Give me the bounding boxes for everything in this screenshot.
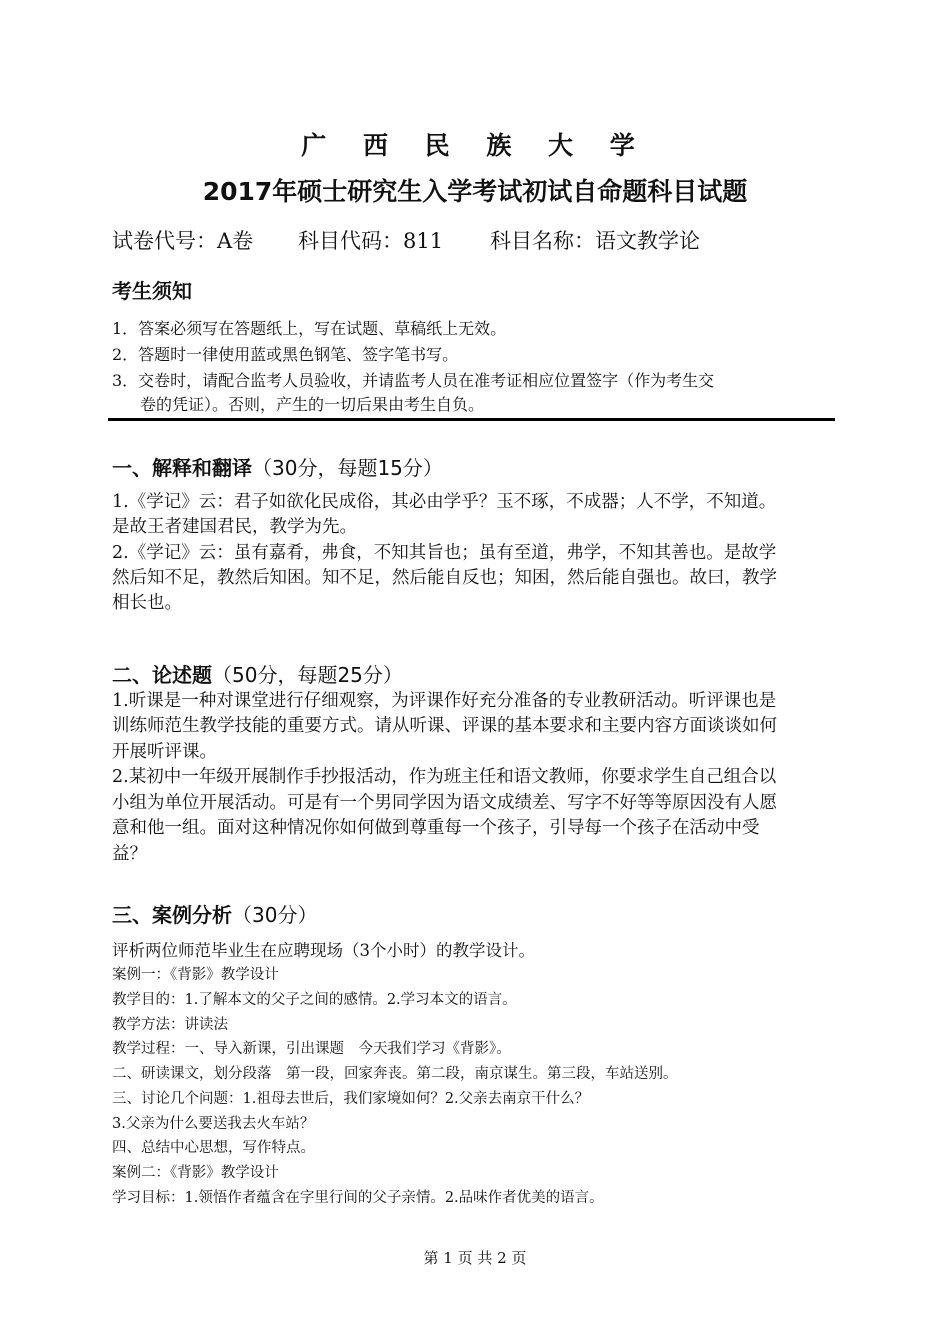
section3-score: （30分） — [232, 903, 318, 927]
section2-title: 二、论述题 — [112, 663, 212, 687]
exam-title: 2017年硕士研究生入学考试初试自命题科目试题 — [202, 177, 748, 206]
section3-line: 三、讨论几个问题：1.祖母去世后，我们家境如何？2.父亲去南京干什么？ — [112, 1091, 590, 1107]
section3-line: 教学目的：1.了解本文的父子之间的感情。2.学习本文的语言。 — [112, 992, 517, 1008]
section2-heading — [112, 659, 403, 688]
section2-line: 意和他一组。面对这种情况你如何做到尊重每一个孩子，引导每一个孩子在活动中受 — [112, 818, 760, 838]
section1-title: 一、解释和翻译 — [112, 456, 252, 480]
section3-line: 教学方法：讲读法 — [112, 1017, 228, 1033]
section3-line: 案例一：《背影》教学设计 — [112, 967, 279, 983]
section3-title: 三、案例分析 — [112, 903, 232, 927]
section1-heading — [112, 452, 443, 481]
section3-line: 二、研读课文，划分段落 第一段，回家奔丧。第二段，南京谋生。第三段，车站送别。 — [112, 1066, 678, 1082]
section2-line: 训练师范生教学技能的重要方式。请从听课、评课的基本要求和主要内容方面谈谈如何 — [112, 716, 777, 736]
divider-rule — [108, 418, 835, 421]
section1-line: 然后知不足，教然后知困。知不足，然后能自反也；知困，然后能自强也。故曰，教学 — [112, 568, 777, 588]
notice-item: 1．答案必须写在答题纸上，写在试题、草稿纸上无效。 — [112, 319, 507, 338]
section3-line: 教学过程：一、导入新课，引出课题 今天我们学习《背影》。 — [112, 1041, 511, 1057]
section1-score: （30分，每题15分） — [252, 456, 443, 480]
section2-score: （50分，每题25分） — [212, 663, 403, 687]
notice-title: 考生须知 — [112, 279, 192, 303]
section1-line: 是故王者建国君民，教学为先。 — [112, 517, 357, 537]
notice-item: 2．答题时一律使用蓝或黑色钢笔、签字笔书写。 — [112, 345, 459, 364]
notice-item: 3．交卷时，请配合监考人员验收，并请监考人员在准考证相应位置签字（作为考生交 — [112, 371, 715, 390]
section3-intro: 评析两位师范毕业生在应聘现场（3个小时）的教学设计。 — [112, 941, 535, 960]
section2-line: 益？ — [112, 844, 147, 864]
section3-line: 3.父亲为什么要送我去火车站？ — [112, 1116, 315, 1132]
paper-code: 试卷代号：A卷 — [112, 229, 254, 253]
page-footer: 第 1 页 共 2 页 — [423, 1249, 527, 1267]
notice-item: 卷的凭证）。否则，产生的一切后果由考生自负。 — [140, 395, 485, 414]
section1-line: 1.《学记》云：君子如欲化民成俗，其必由学乎？玉不琢，不成器；人不学，不知道。 — [112, 492, 777, 512]
section3-line: 案例二：《背影》教学设计 — [112, 1165, 279, 1181]
section2-line: 1.听课是一种对课堂进行仔细观察，为评课作好充分准备的专业教研活动。听评课也是 — [112, 691, 777, 711]
university-title: 广 西 民 族 大 学 — [301, 131, 649, 160]
section2-line: 2.某初中一年级开展制作手抄报活动，作为班主任和语文教师，你要求学生自己组合以 — [112, 767, 777, 787]
section1-line: 相长也。 — [112, 593, 182, 613]
subject-name: 科目名称：语文教学论 — [490, 229, 700, 253]
section2-line: 小组为单位开展活动。可是有一个男同学因为语文成绩差、写字不好等等原因没有人愿 — [112, 793, 777, 813]
section1-line: 2.《学记》云：虽有嘉肴，弗食，不知其旨也；虽有至道，弗学，不知其善也。是故学 — [112, 543, 777, 563]
section3-line: 学习目标：1.领悟作者蕴含在字里行间的父子亲情。2.品味作者优美的语言。 — [112, 1190, 604, 1206]
section2-line: 开展听评课。 — [112, 742, 217, 762]
section3-heading — [112, 899, 317, 928]
section3-line: 四、总结中心思想，写作特点。 — [112, 1140, 315, 1156]
subject-code: 科目代码：811 — [298, 229, 444, 253]
